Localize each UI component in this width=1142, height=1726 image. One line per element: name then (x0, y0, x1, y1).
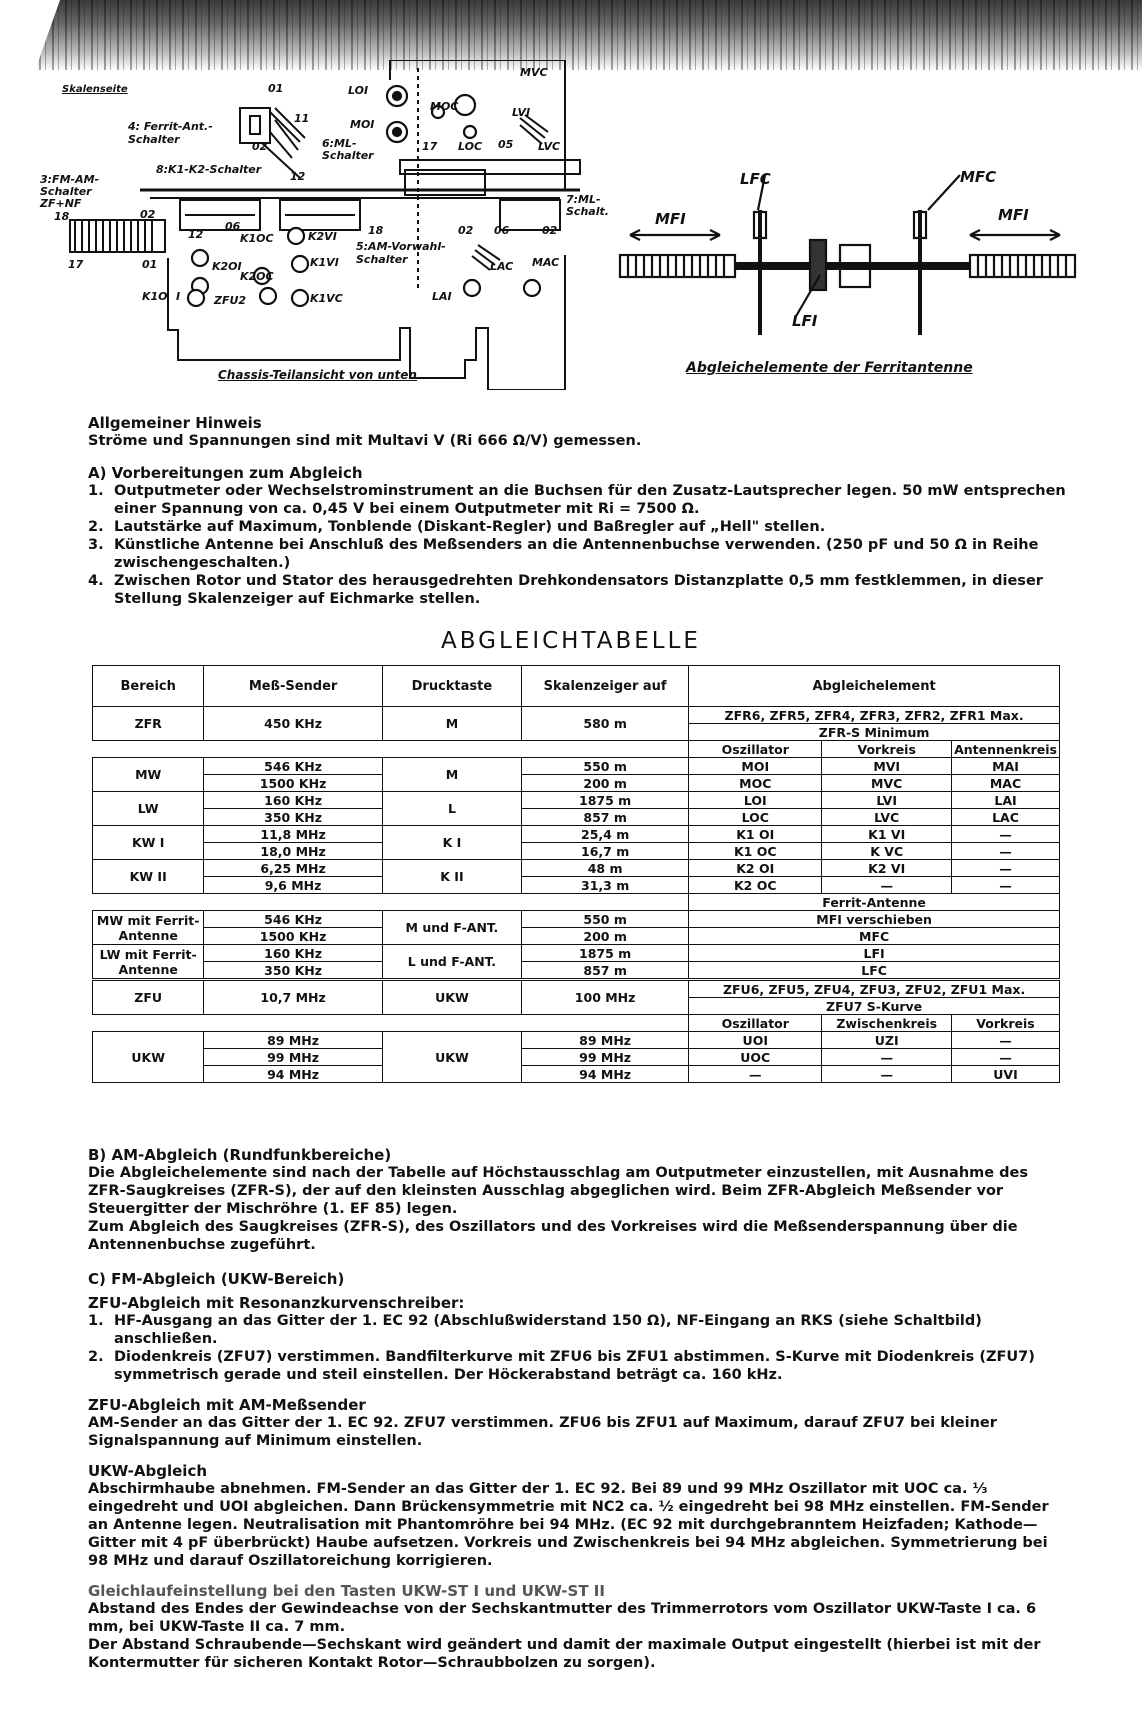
cell: 99 MHz (522, 1049, 689, 1066)
cell: Oszillator (689, 741, 822, 758)
item-number: 1. (88, 483, 104, 499)
cell: 857 m (522, 962, 689, 980)
cell: MAC (952, 775, 1060, 792)
cell: Oszillator (689, 1015, 822, 1032)
list-item (88, 572, 1068, 608)
cell: K2 OC (689, 877, 822, 894)
section-b-title: B) AM-Abgleich (Rundfunkbereiche) (88, 1146, 392, 1164)
cell: 94 MHz (522, 1066, 689, 1083)
section-c-p2: AM-Sender an das Gitter der 1. EC 92. ZFU7 verstimmen. ZFU6 bis ZFU1 auf Maximum, darauf ZFU7 bei kleiner Signalspannung auf Minimum einstellen. (88, 1415, 997, 1449)
item-number: 2. (88, 1349, 104, 1365)
section-b (88, 1146, 1068, 1254)
hinweis-title: Allgemeiner Hinweis (88, 414, 262, 432)
cell: LAI (952, 792, 1060, 809)
table-row (93, 980, 1060, 998)
cell: 1500 KHz (204, 775, 382, 792)
table-row (93, 911, 1060, 928)
label-lai: LAI (432, 290, 452, 303)
label-01b: 01 (142, 258, 158, 271)
th-mess-sender: Meß-Sender (204, 666, 382, 707)
label-05: 05 (498, 138, 514, 151)
th-bereich: Bereich (93, 666, 204, 707)
cell: — (822, 1066, 952, 1083)
cell: UOC (689, 1049, 822, 1066)
item-text: Künstliche Antenne bei Anschluß des Meßsenders an die Antennenbuchse verwenden. (250 pF und 50 Ω in Reihe zwischengeschalten.) (114, 537, 1039, 571)
cell: Vorkreis (822, 741, 952, 758)
cell: 48 m (522, 860, 689, 877)
cell: M (382, 758, 521, 792)
cell: 31,3 m (522, 877, 689, 894)
cell: UKW (382, 980, 521, 1015)
item-text: Outputmeter oder Wechselstrominstrument an die Buchsen für den Zusatz-Lautsprecher legen. 50 mW entsprechen einer Spannung von ca. 0,45 V bei einem Outputmeter mit Ri = 7500 Ω. (114, 483, 1066, 517)
cell: 160 KHz (204, 945, 382, 962)
label-lvc: LVC (538, 140, 561, 153)
list-item (88, 1348, 1068, 1384)
cell: UOI (689, 1032, 822, 1049)
label-02a: 02 (252, 140, 268, 153)
label-k2oi: K2OI (212, 260, 242, 273)
label-18a: 18 (54, 210, 70, 223)
cell: K1 VI (822, 826, 952, 843)
section-a-title: A) Vorbereitungen zum Abgleich (88, 464, 363, 482)
list-item (88, 1312, 1068, 1348)
list-item (88, 536, 1068, 572)
cell: 200 m (522, 928, 689, 945)
table-row (93, 775, 1060, 792)
section-a-list (88, 482, 1068, 608)
cell: 9,6 MHz (204, 877, 382, 894)
cell (93, 741, 689, 758)
cell: ZFR (93, 707, 204, 741)
table-row (93, 945, 1060, 962)
item-number: 2. (88, 519, 104, 535)
label-mfc: MFC (960, 168, 997, 186)
item-text: HF-Ausgang an das Gitter der 1. EC 92 (Abschlußwiderstand 150 Ω), NF-Eingang an RKS (siehe Schaltbild) anschließen. (114, 1313, 982, 1347)
cell: M und F-ANT. (382, 911, 521, 945)
cell: Vorkreis (952, 1015, 1060, 1032)
chassis-drawing (0, 60, 600, 390)
label-02c: 02 (458, 224, 474, 237)
cell: K1 OI (689, 826, 822, 843)
table-title: ABGLEICHTABELLE (441, 628, 701, 654)
item-number: 1. (88, 1313, 104, 1329)
cell: KW II (93, 860, 204, 894)
label-18b: 18 (368, 224, 384, 237)
cell: 200 m (522, 775, 689, 792)
label-lvi: LVI (512, 106, 531, 119)
cell: 546 KHz (204, 758, 382, 775)
section-c (88, 1270, 1068, 1672)
cell: 18,0 MHz (204, 843, 382, 860)
label-mfi-right: MFI (998, 206, 1029, 224)
label-moc: MOC (430, 100, 459, 113)
cell: 94 MHz (204, 1066, 382, 1083)
table-row (93, 928, 1060, 945)
hinweis-text: Ströme und Spannungen sind mit Multavi V (Ri 666 Ω/V) gemessen. (88, 433, 642, 449)
table-row (93, 962, 1060, 980)
cell: MFI verschieben (689, 911, 1060, 928)
label-loi: LOI (348, 84, 369, 97)
cell: — (952, 877, 1060, 894)
table-row (93, 809, 1060, 826)
cell: 6,25 MHz (204, 860, 382, 877)
label-12b: 12 (188, 228, 204, 241)
label-1: I (176, 290, 181, 303)
cell: K II (382, 860, 521, 894)
label-06b: 06 (494, 224, 510, 237)
ferrit-caption: Abgleichelemente der Ferritantenne (686, 360, 973, 376)
cell: UKW (93, 1032, 204, 1083)
ferrit-diagram (610, 160, 1080, 360)
chassis-caption: Chassis-Teilansicht von unten (218, 368, 417, 382)
cell: K2 OI (689, 860, 822, 877)
th-skalenzeiger: Skalenzeiger auf (522, 666, 689, 707)
section-b-p1: Die Abgleichelemente sind nach der Tabelle auf Höchstausschlag am Outputmeter einzustellen, mit Ausnahme des ZFR-Saugkreises (ZFR-S), der auf den kleinsten Ausschlag abgeglichen wird. Beim ZFR-Abgleich Meßsender vor Steuergitter der Mischröhre (1. EF 85) legen. (88, 1165, 1028, 1217)
label-ml-schalt: 7:ML-Schalt. (566, 193, 609, 218)
cell: 1875 m (522, 945, 689, 962)
cell: — (822, 877, 952, 894)
table-row (93, 1049, 1060, 1066)
table-row (93, 843, 1060, 860)
label-k1oc: K1OC (240, 232, 274, 245)
cell: ZFU6, ZFU5, ZFU4, ZFU3, ZFU2, ZFU1 Max. (689, 980, 1060, 998)
cell: LVI (822, 792, 952, 809)
cell: 450 KHz (204, 707, 382, 741)
cell: K I (382, 826, 521, 860)
cell: ZFR6, ZFR5, ZFR4, ZFR3, ZFR2, ZFR1 Max. (689, 707, 1060, 724)
label-ferrit-schalter: 4: Ferrit-Ant.-Schalter (128, 120, 213, 146)
table-row (93, 894, 1060, 911)
cell: MW (93, 758, 204, 792)
section-c-list (88, 1312, 1068, 1384)
item-text: Diodenkreis (ZFU7) verstimmen. Bandfilterkurve mit ZFU6 bis ZFU1 abstimmen. S-Kurve mit Diodenkreis (ZFU7) symmetrisch gerade und steil einstellen. Der Höckerabstand beträgt ca. 160 kHz. (114, 1349, 1035, 1383)
cell: LVC (822, 809, 952, 826)
label-mvc: MVC (520, 66, 548, 79)
table-row (93, 826, 1060, 843)
section-c-sub4: Gleichlaufeinstellung bei den Tasten UKW-ST I und UKW-ST II (88, 1582, 605, 1600)
label-am-vorwahl: 5:AM-Vorwahl-Schalter (356, 240, 446, 266)
cell: 10,7 MHz (204, 980, 382, 1015)
item-number: 4. (88, 573, 104, 589)
cell: — (952, 843, 1060, 860)
cell: Ferrit-Antenne (689, 894, 1060, 911)
item-text: Lautstärke auf Maximum, Tonblende (Diskant-Regler) und Baßregler auf „Hell" stellen. (114, 519, 826, 535)
label-02b: 02 (140, 208, 156, 221)
cell: KW I (93, 826, 204, 860)
section-c-p4: Abstand des Endes der Gewindeachse von der Sechskantmutter des Trimmerrotors vom Oszillator UKW-Taste I ca. 6 mm, bei UKW-Taste II ca. 7 mm. (88, 1601, 1037, 1635)
table-row (93, 792, 1060, 809)
table-row (93, 860, 1060, 877)
label-skalenseite: Skalenseite (62, 84, 128, 95)
cell: UVI (952, 1066, 1060, 1083)
cell: 16,7 m (522, 843, 689, 860)
cell: — (952, 860, 1060, 877)
section-c-title: C) FM-Abgleich (UKW-Bereich) (88, 1270, 345, 1288)
th-drucktaste: Drucktaste (382, 666, 521, 707)
cell: ZFU7 S-Kurve (689, 998, 1060, 1015)
section-c-p5: Der Abstand Schraubende—Sechskant wird geändert und damit der maximale Output eingestellt (hierbei ist mit der Kontermutter für sicheren Kontakt Rotor—Schraubbolzen zu sorgen). (88, 1637, 1041, 1671)
cell: K VC (822, 843, 952, 860)
section-c-p3: Abschirmhaube abnehmen. FM-Sender an das Gitter der 1. EC 92. Bei 89 und 99 MHz Oszillator mit UOC ca. ⅓ eingedreht und UOI abgleichen. Dann Brückensymmetrie mit NC2 ca. ½ eingedreht bei 98 MHz einstellen. FM-Sender an Antenne legen. Neutralisation mit Phantomröhre bei 94 MHz. (EC 92 mit durchgebranntem Heizfaden; Kathode—Gitter mit 4 pF überbrückt) Haube aufsetzen. Vorkreis und Zwischenkreis bei 94 MHz abgleichen. Symmetrierung bei 98 MHz und darauf Oszillatoreichung korrigieren. (88, 1481, 1049, 1569)
cell: 550 m (522, 911, 689, 928)
cell: MW mit Ferrit-Antenne (93, 911, 204, 945)
list-item (88, 518, 1068, 536)
abgleich-table (92, 665, 1060, 1083)
cell: L und F-ANT. (382, 945, 521, 980)
cell: 100 MHz (522, 980, 689, 1015)
cell: L (382, 792, 521, 826)
cell: LOC (689, 809, 822, 826)
cell: LFI (689, 945, 1060, 962)
th-abgleichelement: Abgleichelement (689, 666, 1060, 707)
table-row (93, 1032, 1060, 1049)
label-loc: LOC (458, 140, 483, 153)
label-lfi: LFI (792, 312, 818, 330)
label-12a: 12 (290, 170, 306, 183)
section-c-sub2: ZFU-Abgleich mit AM-Meßsender (88, 1396, 366, 1414)
cell: MFC (689, 928, 1060, 945)
cell: LFC (689, 962, 1060, 980)
cell: 580 m (522, 707, 689, 741)
label-k1vi: K1VI (310, 256, 339, 269)
cell: 11,8 MHz (204, 826, 382, 843)
label-k1o: K1O (142, 290, 168, 303)
cell: — (952, 1049, 1060, 1066)
label-02d: 02 (542, 224, 558, 237)
cell: K1 OC (689, 843, 822, 860)
cell: K2 VI (822, 860, 952, 877)
cell: LOI (689, 792, 822, 809)
label-k1k2-schalter: 8:K1-K2-Schalter (156, 163, 262, 176)
table-row (93, 877, 1060, 894)
item-number: 3. (88, 537, 104, 553)
cell: Antennenkreis (952, 741, 1060, 758)
label-moi: MOI (350, 118, 375, 131)
cell: ZFU (93, 980, 204, 1015)
label-01-top: 01 (268, 82, 284, 95)
cell: LW mit Ferrit-Antenne (93, 945, 204, 980)
cell (93, 1015, 689, 1032)
label-k2oc: K2OC (240, 270, 274, 283)
label-11: 11 (294, 112, 310, 125)
label-lfc: LFC (740, 170, 771, 188)
label-ml-schalter: 6:ML-Schalter (322, 137, 374, 162)
cell: MOI (689, 758, 822, 775)
label-06a: 06 (225, 220, 241, 233)
chassis-diagram (0, 60, 609, 390)
item-text: Zwischen Rotor und Stator des herausgedrehten Drehkondensators Distanzplatte 0,5 mm festklemmen, in dieser Stellung Skalenzeiger auf Eichmarke stellen. (114, 573, 1043, 607)
table-row (93, 758, 1060, 775)
cell: 350 KHz (204, 962, 382, 980)
table-row (93, 1015, 1060, 1032)
table-row (93, 741, 1060, 758)
table-header-row (93, 666, 1060, 707)
cell: — (689, 1066, 822, 1083)
cell: 550 m (522, 758, 689, 775)
list-item (88, 482, 1068, 518)
cell: MOC (689, 775, 822, 792)
cell: UZI (822, 1032, 952, 1049)
cell: MVI (822, 758, 952, 775)
cell (93, 894, 689, 911)
section-c-sub1: ZFU-Abgleich mit Resonanzkurvenschreiber: (88, 1294, 465, 1312)
cell: ZFR-S Minimum (689, 724, 1060, 741)
section-c-sub3: UKW-Abgleich (88, 1462, 208, 1480)
cell: 89 MHz (204, 1032, 382, 1049)
table-row (93, 707, 1060, 724)
table-row (93, 1066, 1060, 1083)
cell: 546 KHz (204, 911, 382, 928)
cell: 160 KHz (204, 792, 382, 809)
cell: Zwischenkreis (822, 1015, 952, 1032)
cell: — (952, 1032, 1060, 1049)
cell: — (822, 1049, 952, 1066)
label-17b: 17 (422, 140, 438, 153)
cell: M (382, 707, 521, 741)
ferrit-drawing (610, 160, 1080, 360)
cell: LW (93, 792, 204, 826)
label-lac: LAC (490, 260, 514, 273)
cell: LAC (952, 809, 1060, 826)
cell: 1500 KHz (204, 928, 382, 945)
label-mac: MAC (532, 256, 560, 269)
label-mfi-left: MFI (655, 210, 686, 228)
label-zfu2: ZFU2 (214, 294, 247, 307)
section-b-p2: Zum Abgleich des Saugkreises (ZFR-S), des Oszillators und des Vorkreises wird die Meßsenderspannung über die Antennenbuchse zugeführt. (88, 1219, 1018, 1253)
cell: 89 MHz (522, 1032, 689, 1049)
cell: 99 MHz (204, 1049, 382, 1066)
cell: MVC (822, 775, 952, 792)
cell: 25,4 m (522, 826, 689, 843)
section-a (88, 464, 1068, 608)
label-fm-am-schalter: 3:FM-AM-Schalter ZF+NF (40, 173, 100, 210)
label-k2vi: K2VI (308, 230, 337, 243)
cell: UKW (382, 1032, 521, 1083)
cell: MAI (952, 758, 1060, 775)
label-k1vc: K1VC (310, 292, 343, 305)
label-17a: 17 (68, 258, 84, 271)
cell: 350 KHz (204, 809, 382, 826)
cell: 857 m (522, 809, 689, 826)
cell: — (952, 826, 1060, 843)
cell: 1875 m (522, 792, 689, 809)
hinweis-section (88, 414, 1068, 450)
